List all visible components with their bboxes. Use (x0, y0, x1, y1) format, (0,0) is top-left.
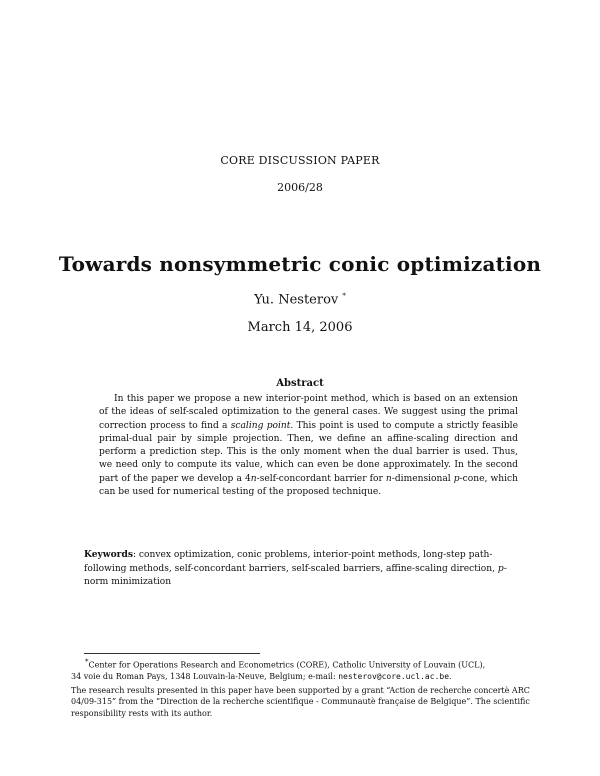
abstract-text-1: In this paper we propose a new interior-point method, which is based on an extension of the ideas of self-scaled optimization to the general cases. We suggest using the primal correction process to find a (99, 394, 518, 431)
keywords-text: : convex optimization, conic problems, interior-point methods, long-step path-following methods, self-concordant barriers, self-scaled barriers, affine-scaling direction, (84, 550, 498, 574)
keywords-label: Keywords (84, 549, 133, 560)
abstract-emph-scaling-point: scaling point (230, 420, 291, 431)
abstract-emph-n-2: n (385, 473, 392, 484)
footnote-line-1: Center for Operations Research and Econometrics (CORE), Catholic University of Louvain (UCL), (88, 660, 486, 670)
abstract-body (99, 393, 518, 499)
affiliation-footnote (71, 657, 531, 683)
paper-number: 2006/28 (277, 181, 323, 194)
author-line (0, 292, 600, 307)
footnote-line-2: 34 voie du Roman Pays, 1348 Louvain-la-Neuve, Belgium; e-mail: (71, 672, 339, 682)
abstract-emph-n: n (250, 473, 257, 484)
abstract-text-3: -self-concordant barrier for (256, 473, 386, 484)
series-label: CORE DISCUSSION PAPER (220, 154, 380, 167)
abstract-text-4: -dimensional (391, 473, 454, 484)
keywords-block (84, 548, 516, 590)
abstract-heading: Abstract (276, 378, 324, 389)
author-footnote-mark: * (342, 292, 346, 300)
funding-note: The research results presented in this paper have been supported by a grant “Action de recherche concertè ARC 04/09-315” from the “Direction de la recherche scientifique - Communautè française de Belgique”. The scientific responsibility rests with its author. (71, 686, 530, 718)
paper-date: March 14, 2006 (247, 320, 353, 335)
keywords-tail: -norm minimization (84, 563, 507, 587)
author-name: Yu. Nesterov (254, 292, 339, 308)
paper-title: Towards nonsymmetric conic optimization (58, 252, 542, 276)
footnote-mark: * (85, 658, 89, 666)
keywords-emph-p: p (497, 563, 504, 574)
abstract-emph-p: p (453, 473, 460, 484)
footnote-end: . (449, 672, 452, 682)
abstract-text-5: -cone, which can be used for numerical testing of the proposed technique. (99, 473, 518, 498)
abstract-text-2: . This point is used to compute a strictly feasible primal-dual pair by simple projection. Then, we define an affine-scaling direction and perform a prediction step. This is the only moment when the dual barrier is used. Thus, we need only to compute its value, which can even be done approximately. In the second part of the paper we develop a 4 (99, 420, 518, 484)
footnote-rule (84, 653, 260, 654)
author-email: nesterov@core.ucl.ac.be (338, 672, 450, 682)
